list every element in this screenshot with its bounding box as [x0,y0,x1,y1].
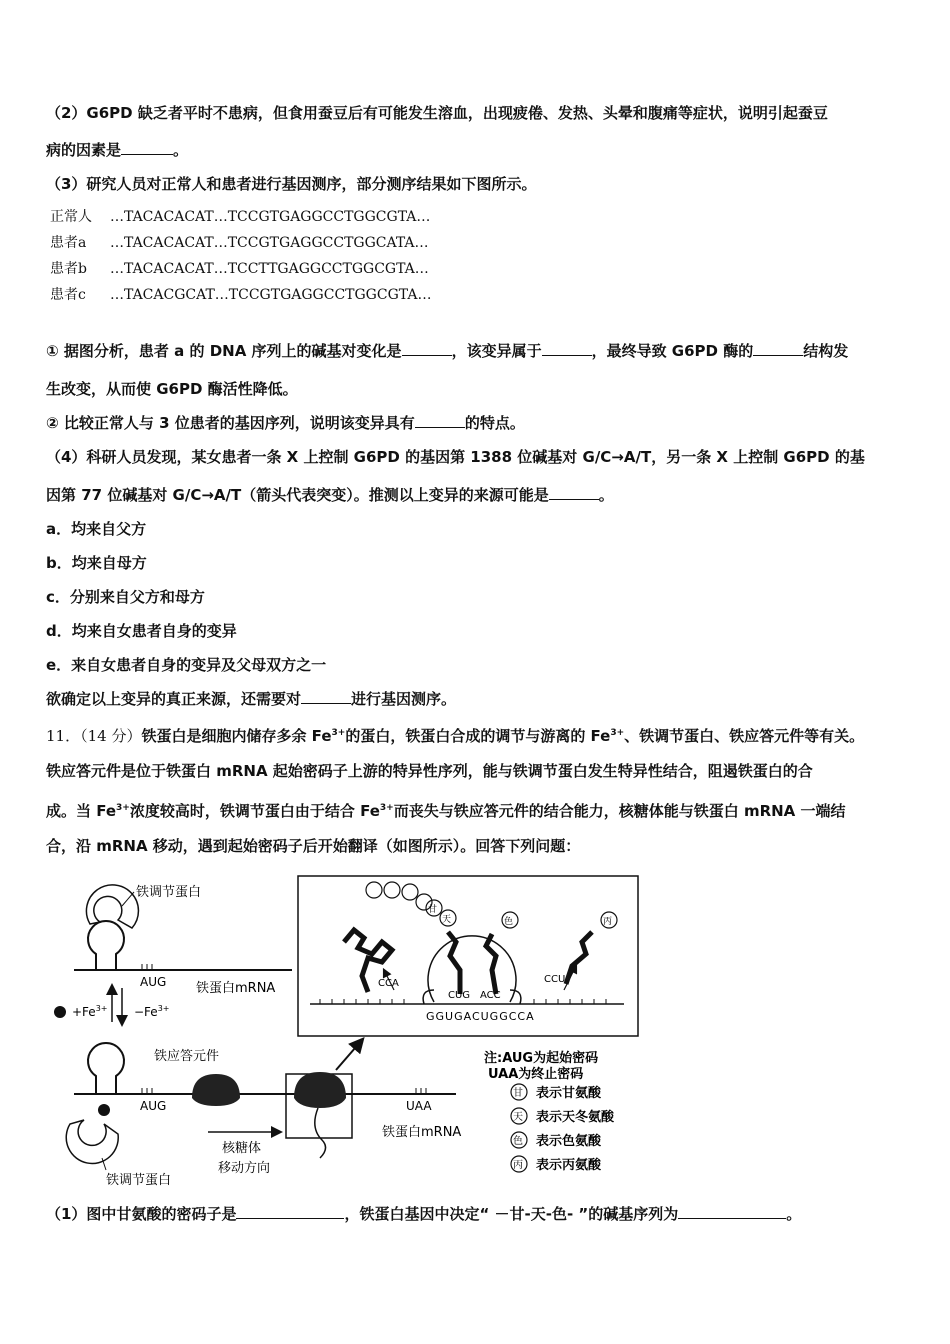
label-acc: ACC [480,990,501,1001]
q11-line1: 11．（14 分）铁蛋白是细胞内储存多余 $Fe^{3+}$的蛋白，铁蛋白合成的调节与游离的 $Fe^{3+}$、铁调节蛋白、铁应答元件等有关。 [46,727,865,745]
answer-blank[interactable] [415,427,465,428]
label-ferritin-mrna-top: 铁蛋白mRNA [196,981,276,996]
q11-line2: 铁应答元件是位于铁蛋白 mRNA 起始密码子上游的特异性序列，能与铁调节蛋白发生特异性结合，阻遏铁蛋白的合 [46,762,813,780]
q4-line1: （4）科研人员发现，某女患者一条 X 上控制 G6PD 的基因第 1388 位碱基对 G/C→A/T，另一条 X 上控制 G6PD 的基 [46,448,865,466]
aa-asp-zoom: 天 [442,915,452,925]
option-c[interactable]: c．分别来自父方和母方 [46,588,205,606]
legend-asp: 表示天冬氨酸 [536,1110,615,1125]
answer-blank[interactable] [549,499,599,500]
ferritin-translation-figure [44,862,644,1192]
q3-sub1-line2: 生改变，从而使 G6PD 酶活性降低。 [46,380,298,398]
aa-gly-zoom: 甘 [428,905,438,915]
q3-intro: （3）研究人员对正常人和患者进行基因测序，部分测序结果如下图所示。 [46,175,537,193]
option-d[interactable]: d．均来自女患者自身的变异 [46,622,237,640]
label-cug: CUG [448,990,471,1001]
q2-line1: （2）G6PD 缺乏者平时不患病，但食用蚕豆后有可能发生溶血，出现疲倦、发热、头晕和腹痛等症状，说明引起蚕豆 [46,104,828,122]
seq-row-c: 患者c …TACACGCAT…TCCGTGAGGCCTGGCGTA… [50,287,432,303]
label-iron-reg-protein-top: 铁调节蛋白 [136,885,202,900]
label-minus-fe: $-Fe^{3+}$ [134,1004,170,1019]
answer-blank[interactable] [753,355,803,356]
label-ccu: CCU [544,974,566,985]
aa-ala-zoom: 丙 [603,917,613,927]
option-e[interactable]: e．来自女患者自身的变异及父母双方之一 [46,656,327,674]
q4-tail: 欲确定以上变异的真正来源，还需要对 进行基因测序。 [46,690,457,708]
q11-line3: 成。当 $Fe^{3+}$浓度较高时，铁调节蛋白由于结合 $Fe^{3+}$而丧失与铁应答元件的结合能力，核糖体能与铁蛋白 mRNA 一端结 [46,802,846,820]
legend-ala-icon: 丙 [513,1160,523,1171]
q3-sub1: ① 据图分析，患者 a 的 DNA 序列上的碱基对变化是 ，该变异属于 ，最终导致 G6PD 酶的 结构发 [46,342,849,360]
q4-line2: 因第 77 位碱基对 G/C→A/T（箭头代表突变）。推测以上变异的来源可能是 。 [46,486,614,504]
seq-row-b: 患者b …TACACACAT…TCCTTGAGGCCTGGCGTA… [50,261,429,277]
legend-trp-icon: 色 [513,1136,523,1147]
answer-blank[interactable] [301,703,351,704]
option-b[interactable]: b．均来自母方 [46,554,147,572]
answer-blank[interactable] [542,355,592,356]
legend-trp: 表示色氨酸 [536,1134,602,1149]
answer-blank[interactable] [678,1218,786,1219]
label-mrna-seq: GGUGACUGGCCA [426,1010,535,1023]
q2-line2: 病的因素是 。 [46,141,189,159]
note-line2: UAA为终止密码 [488,1067,584,1082]
aa-trp-zoom: 色 [504,917,514,927]
answer-blank[interactable] [121,154,173,155]
label-uaa: UAA [406,1099,432,1113]
seq-row-a: 患者a …TACACACAT…TCCGTGAGGCCTGGCATA… [50,235,429,251]
legend-gly: 表示甘氨酸 [536,1086,602,1101]
label-aug-bottom: AUG [140,1099,167,1113]
label-ferritin-mrna-bottom: 铁蛋白mRNA [382,1125,462,1140]
seq-row-normal: 正常人 …TACACACAT…TCCGTGAGGCCTGGCGTA… [50,209,431,225]
option-a[interactable]: a．均来自父方 [46,520,147,538]
label-aug-top: AUG [140,975,167,989]
legend-gly-icon: 甘 [513,1088,523,1099]
q11-line4: 合，沿 mRNA 移动，遇到起始密码子后开始翻译（如图所示）。回答下列问题： [46,837,581,855]
answer-blank[interactable] [402,355,452,356]
answer-blank[interactable] [236,1218,344,1219]
label-ribosome-dir-2: 移动方向 [218,1161,271,1176]
legend-asp-icon: 天 [513,1112,523,1123]
label-iron-reg-protein-bottom: 铁调节蛋白 [106,1173,172,1188]
label-cca: CCA [378,978,399,989]
label-response-element: 铁应答元件 [154,1049,220,1064]
q11-sub1: （1）图中甘氨酸的密码子是 ，铁蛋白基因中决定“ －甘-天-色- ”的碱基序列为 。 [46,1205,802,1223]
note-line1: 注:AUG为起始密码 [484,1051,599,1066]
q3-sub2: ② 比较正常人与 3 位患者的基因序列，说明该变异具有 的特点。 [46,414,525,432]
label-plus-fe: $+Fe^{3+}$ [72,1004,108,1019]
legend-ala: 表示丙氨酸 [536,1158,602,1173]
label-ribosome-dir-1: 核糖体 [222,1141,262,1156]
